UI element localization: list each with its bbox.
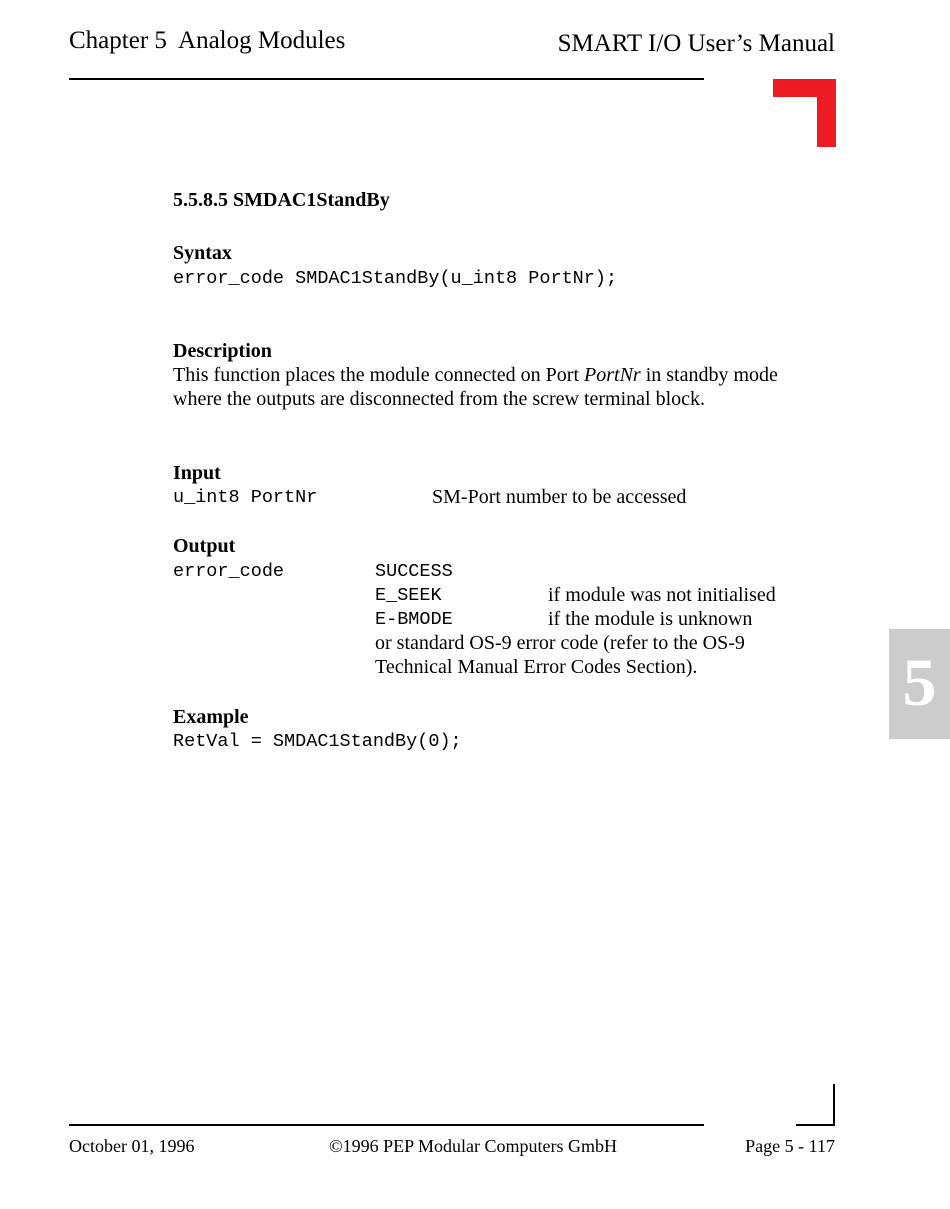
example-code: RetVal = SMDAC1StandBy(0);	[173, 731, 462, 752]
description-label: Description	[173, 340, 272, 362]
example-label: Example	[173, 706, 249, 728]
output-label: Output	[173, 535, 236, 557]
description-text-2: in standby mode	[640, 364, 778, 386]
input-param: u_int8 PortNr	[173, 487, 318, 508]
syntax-label: Syntax	[173, 242, 232, 264]
section-heading: 5.5.8.5 SMDAC1StandBy	[173, 189, 390, 211]
description-param: PortNr	[584, 364, 641, 386]
output-code-e-bmode: E-BMODE	[375, 609, 453, 630]
chapter-title: Chapter 5 Analog Modules	[69, 27, 346, 54]
output-code-e-seek: E_SEEK	[375, 585, 442, 606]
footer-date: October 01, 1996	[69, 1136, 195, 1156]
output-note-line-2: Technical Manual Error Codes Section).	[375, 656, 698, 678]
description-line-1	[173, 364, 778, 387]
header-rule	[69, 78, 704, 80]
syntax-code: error_code SMDAC1StandBy(u_int8 PortNr);	[173, 268, 618, 289]
output-note-line-1: or standard OS-9 error code (refer to the OS-9	[375, 632, 745, 654]
description-line-2: where the outputs are disconnected from the screw terminal block.	[173, 388, 706, 410]
chapter-tab-number: 5	[902, 644, 937, 720]
output-desc-e-seek: if module was not initialised	[548, 584, 776, 606]
description-text-1: This function places the module connected on Port	[173, 364, 585, 386]
footer-page-number: Page 5 - 117	[745, 1136, 835, 1156]
manual-title: SMART I/O User’s Manual	[557, 30, 835, 57]
input-label: Input	[173, 462, 221, 484]
footer-rule	[69, 1124, 704, 1126]
footer-copyright: ©1996 PEP Modular Computers GmbH	[329, 1136, 618, 1156]
input-description: SM-Port number to be accessed	[432, 486, 687, 508]
corner-mark-bottom-vertical	[833, 1084, 835, 1126]
output-type: error_code	[173, 561, 285, 582]
corner-mark-bottom-horizontal	[796, 1124, 835, 1126]
output-desc-e-bmode: if the module is unknown	[548, 608, 753, 630]
corner-mark-top-vertical	[817, 79, 836, 147]
output-code-success: SUCCESS	[375, 561, 453, 582]
